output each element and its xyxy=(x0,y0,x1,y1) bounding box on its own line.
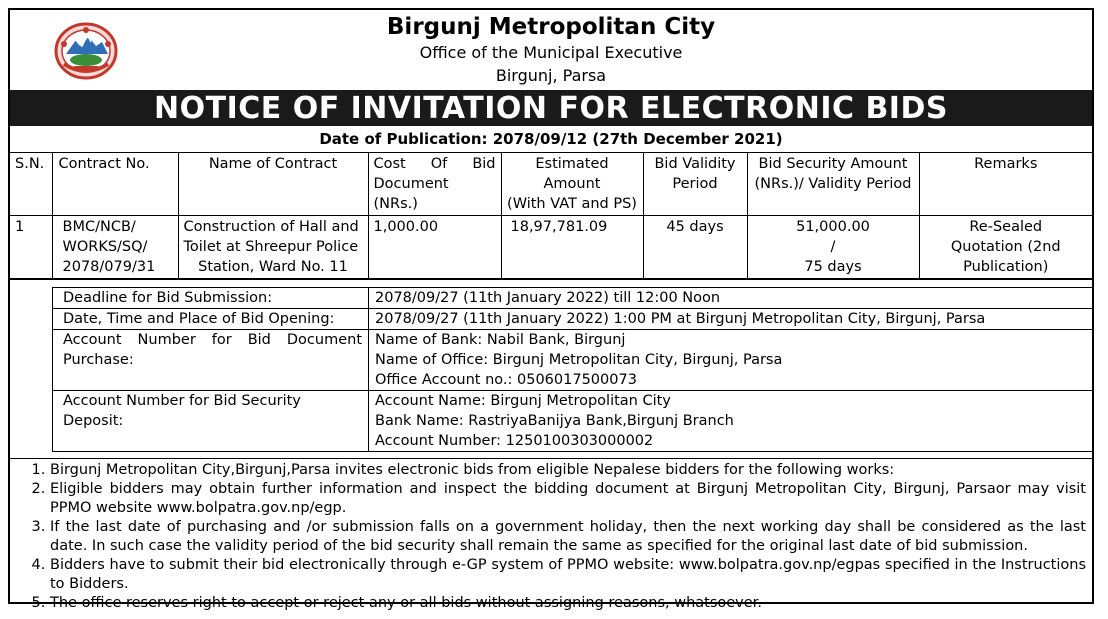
note-item: 1. Birgunj Metropolitan City,Birgunj,Parsa invites electronic bids from eligible Nepalese bidders for the following works: xyxy=(50,461,1086,480)
cell-estimated: 18,97,781.09 xyxy=(501,216,643,279)
security-deposit-label: Account Number for Bid Security Deposit: xyxy=(53,391,369,452)
cell-security xyxy=(747,216,919,279)
info-row-opening xyxy=(53,309,1093,330)
header-validity-line2: Period xyxy=(672,176,718,192)
security-account-name: Account Name: Birgunj Metropolitan City xyxy=(375,393,671,409)
contract-name-line2: Toilet at Shreepur Police xyxy=(183,239,359,255)
contracts-table xyxy=(10,153,1092,279)
deadline-label: Deadline for Bid Submission: xyxy=(53,288,369,309)
publication-date: Date of Publication: 2078/09/12 (27th December 2021) xyxy=(10,126,1092,153)
account-doc-label-line1: Account Number for Bid Document xyxy=(63,332,362,348)
note-item: 5. The office reserves right to accept or reject any or all bids without assigning reasons, whatsoever. xyxy=(50,594,1086,613)
contract-no-line3: 2078/079/31 xyxy=(62,259,156,275)
table-row xyxy=(10,216,1092,279)
account-doc-bank: Name of Bank: Nabil Bank, Birgunj xyxy=(375,332,626,348)
header-remarks: Remarks xyxy=(919,153,1092,216)
deadline-value: 2078/09/27 (11th January 2022) till 12:00 Noon xyxy=(369,288,1093,309)
info-row-account-doc xyxy=(53,330,1093,391)
header-name: Name of Contract xyxy=(178,153,368,216)
account-doc-label-line2: Purchase: xyxy=(63,352,134,368)
notice-frame xyxy=(8,8,1094,611)
opening-value: 2078/09/27 (11th January 2022) 1:00 PM at Birgunj Metropolitan City, Birgunj, Parsa xyxy=(369,309,1093,330)
cell-contract-name xyxy=(178,216,368,279)
contract-name-line1: Construction of Hall and xyxy=(183,219,359,235)
info-section xyxy=(52,287,1092,452)
note-item: 3. If the last date of purchasing and /or submission falls on a government holiday, then the next working day shall be considered as the last date. In such case the validity period of the bid security shall remain the same as specified for the original last date of bid submission. xyxy=(50,518,1086,556)
account-doc-office: Name of Office: Birgunj Metropolitan City, Birgunj, Parsa xyxy=(375,352,783,368)
header-estimated xyxy=(501,153,643,216)
cell-contract-no xyxy=(52,216,178,279)
note-item: 2. Eligible bidders may obtain further information and inspect the bidding document at Birgunj Metropolitan City, Birgunj, Parsaor may visit PPMO website www.bolpatra.gov.np/egp. xyxy=(50,480,1086,518)
header-cost xyxy=(368,153,501,216)
info-table xyxy=(52,287,1092,452)
security-amount: 51,000.00 xyxy=(796,219,870,235)
notes-list xyxy=(10,459,1092,613)
city-name: Birgunj Metropolitan City xyxy=(386,14,716,40)
header-security-line2: (NRs.)/ Validity Period xyxy=(754,176,912,192)
header-validity xyxy=(643,153,747,216)
cell-sn: 1 xyxy=(10,216,52,279)
header-validity-line1: Bid Validity xyxy=(654,156,736,172)
header-cost-line2: Document (NRs.) xyxy=(373,176,449,212)
info-row-security-deposit xyxy=(53,391,1093,452)
header-contract-no: Contract No. xyxy=(52,153,178,216)
header-estimated-line2: (With VAT and PS) xyxy=(507,196,637,212)
account-doc-label xyxy=(53,330,369,391)
security-period: 75 days xyxy=(804,259,862,275)
office-place: Birgunj, Parsa xyxy=(495,66,607,85)
security-separator: / xyxy=(830,239,836,255)
contract-name-line3: Station, Ward No. 11 xyxy=(198,259,348,275)
note-item: 4. Bidders have to submit their bid electronically through e-GP system of PPMO website: www.bolpatra.gov.np/egpas specified in the Instructions to Bidders. xyxy=(50,556,1086,594)
header-estimated-line1: Estimated Amount xyxy=(535,156,609,192)
security-bank-name: Bank Name: RastriyaBanijya Bank,Birgunj Branch xyxy=(375,413,734,429)
account-doc-value xyxy=(369,330,1093,391)
security-account-number: Account Number: 1250100303000002 xyxy=(375,433,654,449)
contract-no-line2: WORKS/SQ/ xyxy=(62,239,148,255)
remarks-line3: Publication) xyxy=(963,259,1049,275)
security-deposit-value xyxy=(369,391,1093,452)
remarks-line1: Re-Sealed xyxy=(969,219,1043,235)
header-sn: S.N. xyxy=(10,153,52,216)
header-security-line1: Bid Security Amount xyxy=(758,156,908,172)
header-security xyxy=(747,153,919,216)
table-header-row xyxy=(10,153,1092,216)
cell-cost: 1,000.00 xyxy=(368,216,501,279)
opening-label: Date, Time and Place of Bid Opening: xyxy=(53,309,369,330)
office-name: Office of the Municipal Executive xyxy=(419,43,683,62)
cell-validity: 45 days xyxy=(643,216,747,279)
info-row-deadline xyxy=(53,288,1093,309)
section-divider xyxy=(10,279,1092,287)
header-cost-line1: Cost Of Bid xyxy=(373,156,496,172)
notice-header xyxy=(10,10,1092,90)
remarks-line2: Quotation (2nd xyxy=(950,239,1061,255)
notice-banner: NOTICE OF INVITATION FOR ELECTRONIC BIDS xyxy=(10,90,1092,126)
cell-remarks xyxy=(919,216,1092,279)
notes-section xyxy=(10,458,1092,613)
account-doc-number: Office Account no.: 0506017500073 xyxy=(375,372,637,388)
contract-no-line1: BMC/NCB/ xyxy=(62,219,136,235)
